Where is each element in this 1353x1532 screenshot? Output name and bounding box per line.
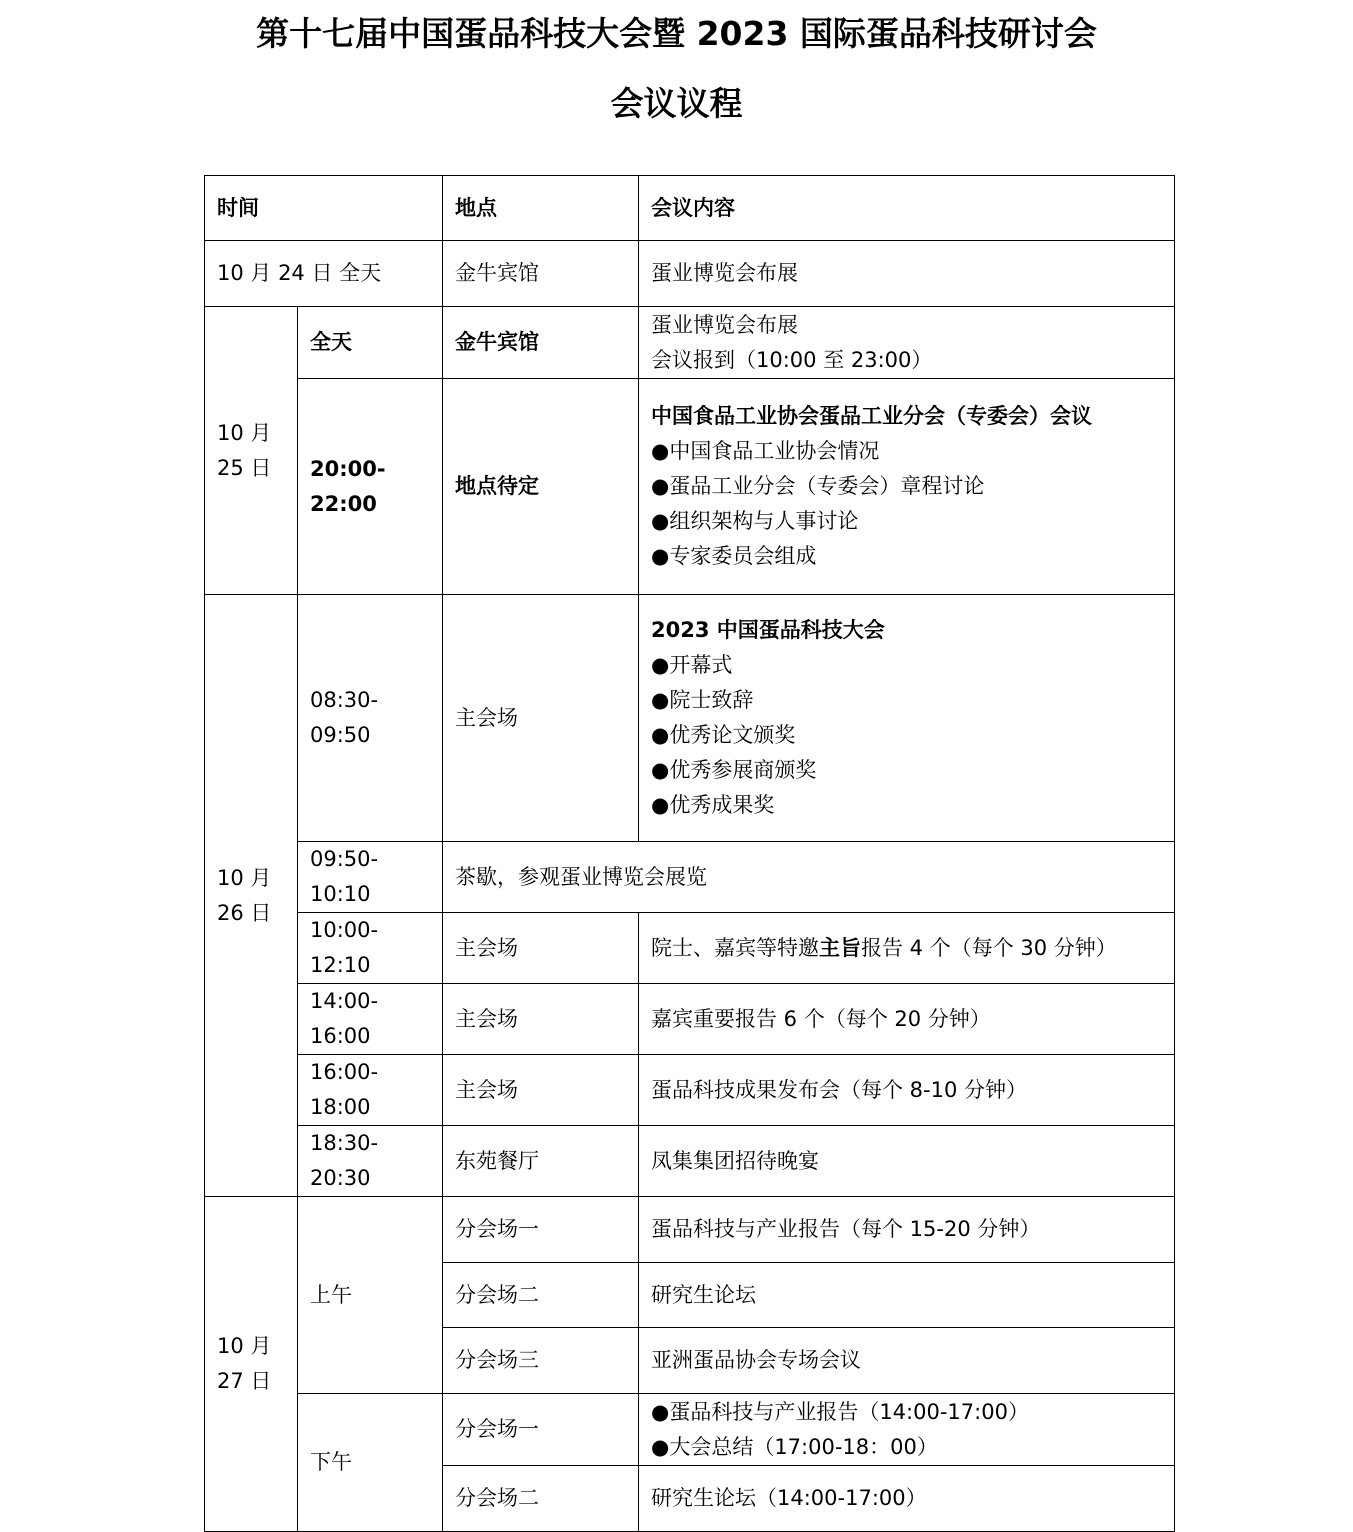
- day27-a1-content: [639, 1394, 1175, 1466]
- day25-r2-place: 地点待定: [443, 379, 639, 595]
- day25-r1-content: [639, 307, 1175, 379]
- day27-a2-place: 分会场二: [443, 1466, 639, 1532]
- day24-time: 10 月 24 日 全天: [205, 241, 443, 307]
- content-text: 院士、嘉宾等特邀: [651, 935, 819, 960]
- bullet-item: ●院士致辞: [651, 688, 754, 712]
- table-row: [205, 842, 1175, 913]
- day27-a1-place: 分会场一: [443, 1394, 639, 1466]
- header-content: 会议内容: [639, 176, 1175, 241]
- day26-r3-time: 10:00-12:10: [298, 913, 443, 984]
- date-line: 10 月: [217, 865, 272, 890]
- day26-r6-time: 18:30-20:30: [298, 1126, 443, 1197]
- day24-place: 金牛宾馆: [443, 241, 639, 307]
- bullet-item: ●蛋品科技与产业报告（14:00-17:00）: [651, 1399, 1029, 1424]
- date-line: 27 日: [217, 1369, 272, 1393]
- date-line: 10 月: [217, 420, 272, 445]
- header-row: [205, 176, 1175, 241]
- day26-r1-place: 主会场: [443, 595, 639, 842]
- bullet-item: ●专家委员会组成: [651, 544, 817, 568]
- date-line: 26 日: [217, 900, 272, 925]
- content-heading: 2023 中国蛋品科技大会: [651, 618, 885, 642]
- header-time: 时间: [205, 176, 443, 241]
- header-place: 地点: [443, 176, 639, 241]
- day26-r2-content: 茶歇，参观蛋业博览会展览: [443, 842, 1175, 913]
- day27-m1-content: 蛋品科技与产业报告（每个 15-20 分钟）: [639, 1197, 1175, 1263]
- day27-morning: 上午: [298, 1197, 443, 1394]
- day24-content: 蛋业博览会布展: [639, 241, 1175, 307]
- day26-r5-place: 主会场: [443, 1055, 639, 1126]
- content-text: 报告 4 个（每个 30 分钟）: [861, 935, 1117, 960]
- document-title: 第十七届中国蛋品科技大会暨 2023 国际蛋品科技研讨会: [256, 14, 1097, 53]
- table-row: [205, 1394, 1175, 1466]
- content-line: 蛋业博览会布展: [651, 312, 798, 337]
- day26-r4-time: 14:00-16:00: [298, 984, 443, 1055]
- table-row: [205, 1197, 1175, 1263]
- day25-r1-place: 金牛宾馆: [443, 307, 639, 379]
- day26-r1-content: [639, 595, 1175, 842]
- day26-r4-place: 主会场: [443, 984, 639, 1055]
- table-row: [205, 241, 1175, 307]
- day25-r2-time: 20:00-22:00: [298, 379, 443, 595]
- day27-afternoon: 下午: [298, 1394, 443, 1532]
- bullet-item: ●优秀成果奖: [651, 793, 775, 817]
- day26-r6-place: 东苑餐厅: [443, 1126, 639, 1197]
- day26-r3-content: [639, 913, 1175, 984]
- day27-a2-content: 研究生论坛（14:00-17:00）: [639, 1466, 1175, 1532]
- day26-r5-content: 蛋品科技成果发布会（每个 8-10 分钟）: [639, 1055, 1175, 1126]
- content-heading: 中国食品工业协会蛋品工业分会（专委会）会议: [651, 404, 1092, 428]
- day27-m2-place: 分会场二: [443, 1263, 639, 1328]
- table-row: [205, 595, 1175, 842]
- table-row: [205, 307, 1175, 379]
- day26-r1-time: 08:30-09:50: [298, 595, 443, 842]
- bullet-item: ●组织架构与人事讨论: [651, 509, 859, 533]
- day25-r2-content: [639, 379, 1175, 595]
- document-subtitle: 会议议程: [610, 84, 743, 123]
- day26-r3-place: 主会场: [443, 913, 639, 984]
- day26-r5-time: 16:00-18:00: [298, 1055, 443, 1126]
- day26-r6-content: 凤集集团招待晚宴: [639, 1126, 1175, 1197]
- content-line: 会议报到（10:00 至 23:00）: [651, 347, 933, 372]
- date-line: 10 月: [217, 1334, 272, 1358]
- day27-m3-content: 亚洲蛋品协会专场会议: [639, 1328, 1175, 1394]
- day27-date: [205, 1197, 298, 1532]
- day26-date: [205, 595, 298, 1197]
- day26-r4-content: 嘉宾重要报告 6 个（每个 20 分钟）: [639, 984, 1175, 1055]
- date-line: 25 日: [217, 455, 272, 480]
- day27-m3-place: 分会场三: [443, 1328, 639, 1394]
- day25-date: [205, 307, 298, 595]
- bullet-item: ●中国食品工业协会情况: [651, 439, 880, 463]
- table-row: [205, 984, 1175, 1055]
- day27-m1-place: 分会场一: [443, 1197, 639, 1263]
- day26-r2-time: 09:50-10:10: [298, 842, 443, 913]
- day27-m2-content: 研究生论坛: [639, 1263, 1175, 1328]
- bullet-item: ●蛋品工业分会（专委会）章程讨论: [651, 474, 985, 498]
- day25-r1-time: 全天: [298, 307, 443, 379]
- content-emphasis: 主旨: [819, 935, 861, 960]
- table-row: [205, 1126, 1175, 1197]
- bullet-item: ●优秀论文颁奖: [651, 723, 796, 747]
- bullet-item: ●大会总结（17:00-18：00）: [651, 1434, 938, 1459]
- table-row: [205, 1055, 1175, 1126]
- table-row: [205, 913, 1175, 984]
- table-row: [205, 379, 1175, 595]
- bullet-item: ●优秀参展商颁奖: [651, 758, 817, 782]
- bullet-item: ●开幕式: [651, 653, 733, 677]
- agenda-table: [204, 175, 1175, 1532]
